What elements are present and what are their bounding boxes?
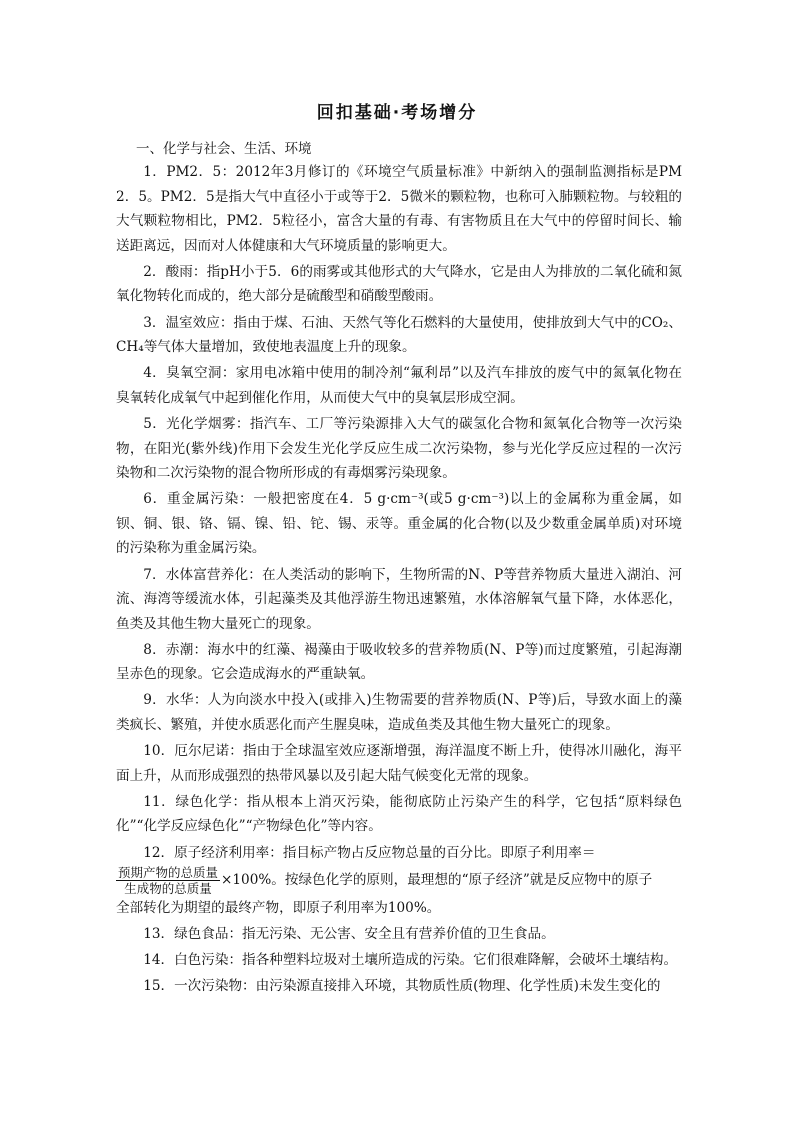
- paragraph-item-13: 13．绿色食品：指无污染、无公害、安全且有营养价值的卫生食品。: [143, 926, 555, 943]
- body-content: [116, 160, 682, 1001]
- section-heading: 一、化学与社会、生活、环境: [136, 141, 312, 157]
- fraction-denominator: 生成物的总质量: [124, 881, 212, 897]
- paragraph-item-8: 8．赤潮：海水中的红藻、褐藻由于吸收较多的营养物质(N、P等)而过度繁殖，引起海潮呈赤色的现象。它会造成海水的严重缺氧。: [116, 641, 682, 683]
- paragraph-item-2: 2．酸雨：指pH小于5．6的雨雾或其他形式的大气降水，它是由人为排放的二氧化硫和氮氧化物转化而成的，绝大部分是硫酸型和硝酸型酸雨。: [116, 263, 682, 305]
- paragraph-item-15: 15．一次污染物：由污染源直接排入环境，其物质性质(物理、化学性质)未发生变化的: [143, 978, 661, 995]
- paragraph-item-11: 11．绿色化学：指从根本上消灭污染，能彻底防止污染产生的科学，它包括“原料绿色化”“化学反应绿色化”“产物绿色化”等内容。: [116, 793, 682, 835]
- paragraph-item-9: 9．水华：人为向淡水中投入(或排入)生物需要的营养物质(N、P等)后，导致水面上的藻类疯长、繁殖，并使水质恶化而产生腥臭味，造成鱼类及其他生物大量死亡的现象。: [116, 692, 682, 734]
- paragraph-item-6: 6．重金属污染：一般把密度在4．5 g·cm⁻³(或5 g·cm⁻³)以上的金属称为重金属，如钡、铜、银、铬、镉、镍、铅、铊、锡、汞等。重金属的化合物(以及少数重金属单质)对环境的污染称为重金属污染。: [116, 491, 682, 557]
- item12-after-fraction: ×100%。按绿色化学的原则，最理想的“原子经济”就是反应物中的原子: [221, 872, 653, 889]
- atom-economy-fraction: [116, 865, 220, 896]
- paragraph-item-4: 4．臭氧空洞：家用电冰箱中使用的制冷剂“氟利昂”以及汽车排放的废气中的氮氧化物在臭氧转化成氧气中起到催化作用，从而使大气中的臭氧层形成空洞。: [116, 365, 682, 406]
- paragraph-item-14: 14．白色污染：指各种塑料垃圾对土壤所造成的污染。它们很难降解，会破坏土壤结构。: [143, 952, 678, 969]
- paragraph-item-10: 10．厄尔尼诺：指由于全球温室效应逐渐增强，海洋温度不断上升，使得冰川融化，海平面上升，从而形成强烈的热带风暴以及引起大陆气候变化无常的现象。: [116, 743, 682, 784]
- paragraph-item-1: 1．PM2．5：2012年3月修订的《环境空气质量标准》中新纳入的强制监测指标是PM2．5。PM2．5是指大气中直径小于或等于2．5微米的颗粒物，也称可入肺颗粒物。与较粗的大气颗粒物相比，PM2．5粒径小，富含大量的有毒、有害物质且在大气中的停留时间长、输送距离远，因而对人体健康和大气环境质量的影响更大。: [116, 164, 682, 254]
- fraction-numerator: 预期产物的总质量: [118, 865, 219, 881]
- page-title: 回扣基础·考场增分: [316, 103, 478, 123]
- paragraph-item-7: 7．水体富营养化：在人类活动的影响下，生物所需的N、P等营养物质大量进入湖泊、河流、海湾等缓流水体，引起藻类及其他浮游生物迅速繁殖，水体溶解氧气量下降，水体恶化，鱼类及其他生物大量死亡的现象。: [116, 566, 682, 632]
- paragraph-item-3: 3．温室效应：指由于煤、石油、天然气等化石燃料的大量使用，使排放到大气中的CO₂、CH₄等气体大量增加，致使地表温度上升的现象。: [116, 314, 682, 356]
- paragraph-item-5: 5．光化学烟雾：指汽车、工厂等污染源排入大气的碳氢化合物和氮氧化合物等一次污染物，在阳光(紫外线)作用下会发生光化学反应生成二次污染物，参与光化学反应过程的一次污染物和二次污染物的混合物所形成的有毒烟雾污染现象。: [116, 415, 682, 482]
- paragraph-item-12: [116, 841, 682, 921]
- item12-formula-line: [116, 865, 682, 896]
- item12-conclusion: 全部转化为期望的最终产物，即原子利用率为100%。: [116, 900, 441, 917]
- item12-definition: 12．原子经济利用率：指目标产物占反应物总量的百分比。即原子利用率＝: [143, 844, 596, 861]
